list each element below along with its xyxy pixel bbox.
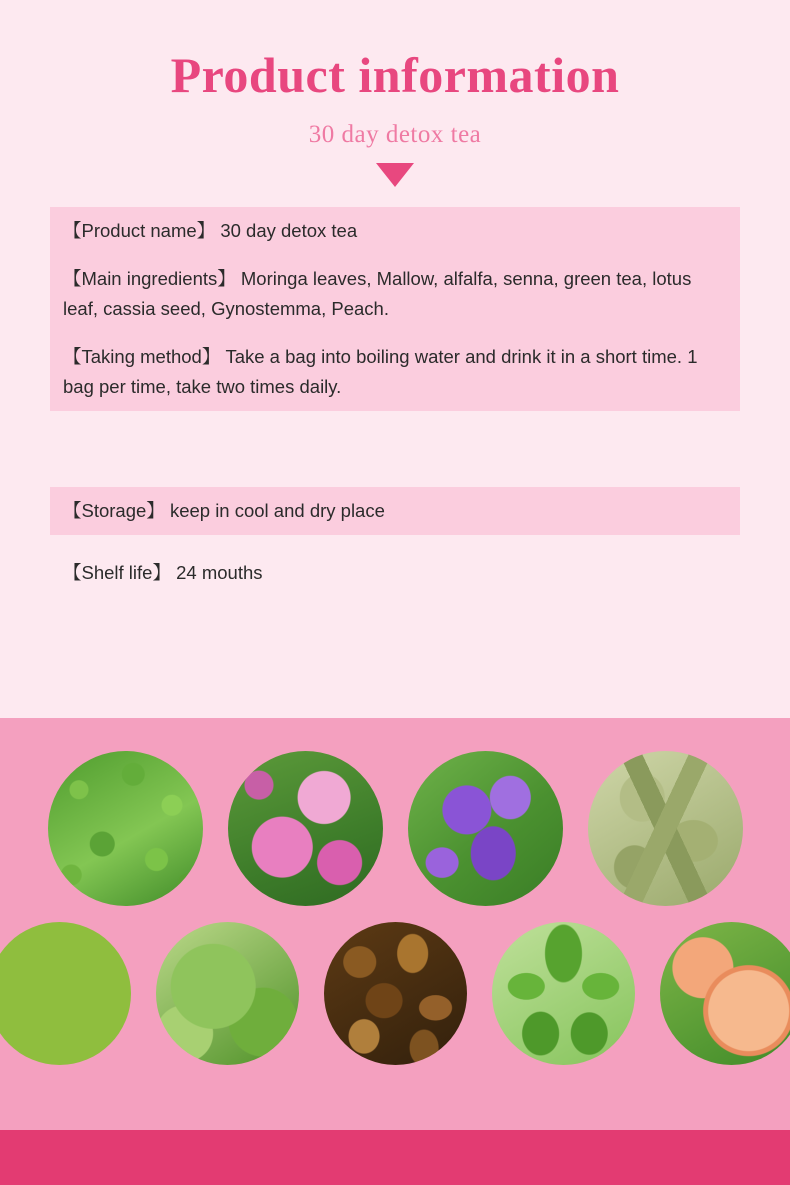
info-value-storage: keep in cool and dry place: [169, 500, 385, 521]
moringa-leaves-photo: [48, 751, 203, 906]
info-label-product-name: 【Product name】: [63, 220, 216, 241]
info-value-shelf-life: 24 mouths: [176, 562, 263, 583]
page-subtitle: 30 day detox tea: [308, 121, 482, 148]
arrow-wrapper: [0, 163, 790, 187]
info-label-shelf-life: 【Shelf life】: [63, 562, 171, 583]
info-label-taking-method: 【Taking method】: [63, 346, 221, 367]
info-row-taking-method: [50, 333, 740, 411]
green-tea-photo: [0, 922, 131, 1065]
lotus-leaf-photo: [156, 922, 299, 1065]
senna-leaves-photo: [588, 751, 743, 906]
info-row-product-name: [50, 207, 740, 255]
ingredient-photo-row-2: [0, 906, 790, 1065]
info-label-storage: 【Storage】: [63, 500, 165, 521]
triangle-down-icon: [376, 163, 414, 187]
ingredient-photo-row-1: [0, 718, 790, 906]
footer-bar: [0, 1130, 790, 1185]
cassia-seed-photo: [324, 922, 467, 1065]
alfalfa-flower-photo: [408, 751, 563, 906]
info-row-shelf-life: [50, 549, 740, 597]
ingredient-photo-band: [0, 718, 790, 1130]
peach-photo: [660, 922, 790, 1065]
info-value-taking-method: Take a bag into boiling water and drink it in a short time. 1 bag per time, take two times daily.: [63, 346, 698, 397]
info-row-storage: [50, 487, 740, 535]
row-spacer: [50, 535, 740, 549]
page-header: [0, 0, 790, 187]
info-value-product-name: 30 day detox tea: [220, 220, 358, 241]
info-label-main-ingredients: 【Main ingredients】: [63, 268, 236, 289]
product-info-list: [0, 207, 790, 597]
gynostemma-photo: [492, 922, 635, 1065]
page-title: Product information: [170, 47, 620, 103]
section-spacer: [50, 411, 740, 487]
info-row-main-ingredients: [50, 255, 740, 333]
info-value-main-ingredients: Moringa leaves, Mallow, alfalfa, senna, green tea, lotus leaf, cassia seed, Gynostemma, Peach.: [63, 268, 692, 319]
mallow-flower-photo: [228, 751, 383, 906]
